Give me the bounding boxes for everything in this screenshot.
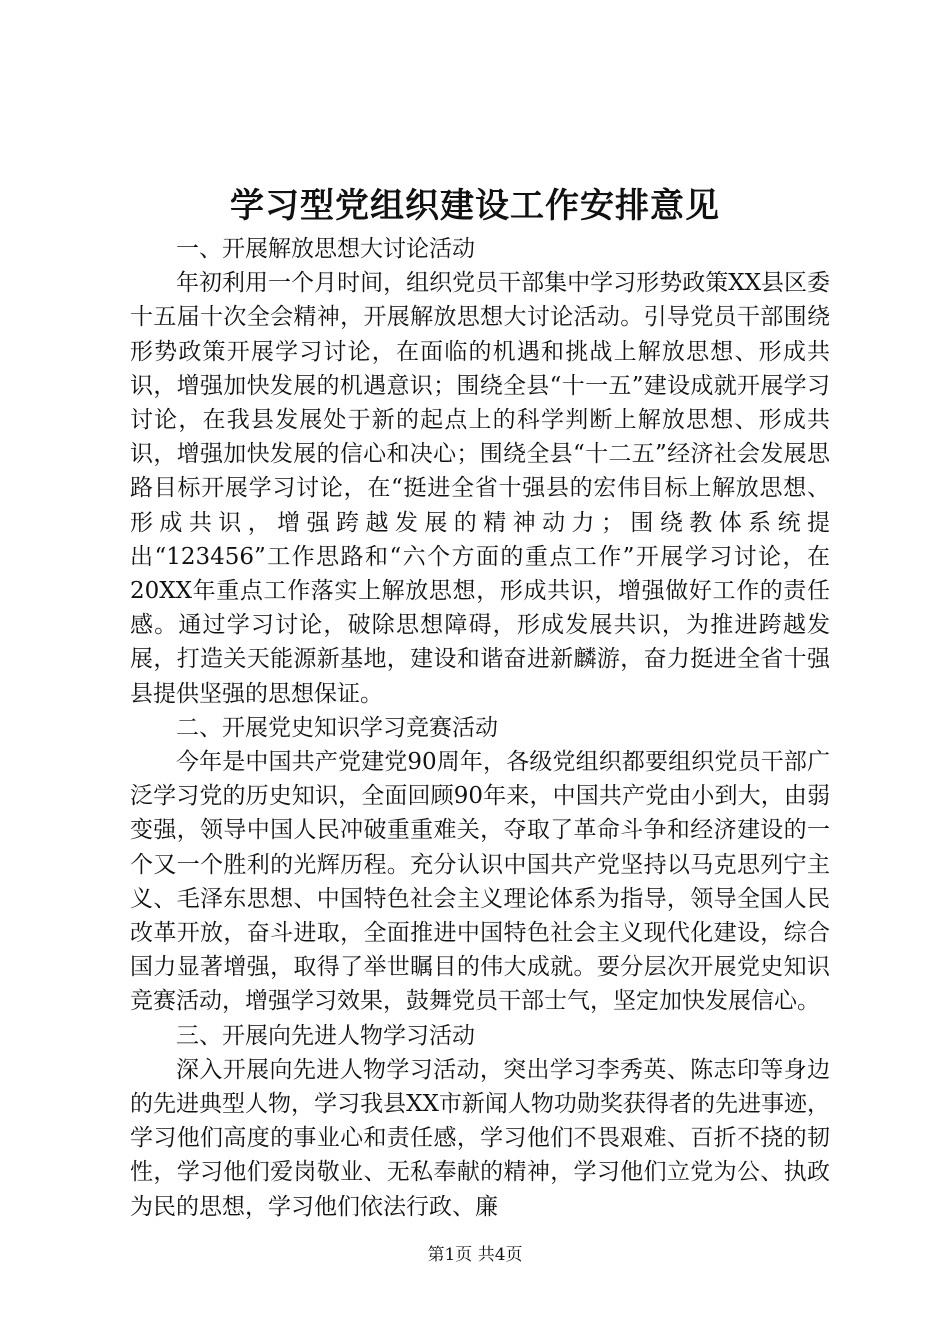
document-title: 学习型党组织建设工作安排意见 [230, 186, 720, 226]
paragraph-2: 今年是中国共产党建党90周年，各级党组织都要组织党员干部广泛学习党的历史知识，全面回顾90年来，中国共产党由小到大，由弱变强，领导中国人民冲破重重难关，夺取了革命斗争和经济建设的一个又一个胜利的光辉历程。充分认识中国共产党坚持以马克思列宁主义、毛泽东思想、中国特色社会主义理论体系为指导，领导全国人民改革开放，奋斗进取，全面推进中国特色社会主义现代化建设，综合国力显著增强，取得了举世瞩目的伟大成就。要分层次开展党史知识竞赛活动，增强学习效果，鼓舞党员干部士气，坚定加快发展信心。 [130, 749, 830, 1015]
section-heading-3: 三、开展向先进人物学习活动 [176, 1022, 475, 1049]
section-heading-2: 二、开展党史知识学习竞赛活动 [176, 714, 498, 741]
document-body [130, 232, 830, 1224]
page-footer: 第1页 共4页 [427, 1245, 523, 1265]
paragraph-3: 深入开展向先进人物学习活动，突出学习李秀英、陈志印等身边的先进典型人物，学习我县XX市新闻人物功勋奖获得者的先进事迹，学习他们高度的事业心和责任感，学习他们不畏艰难、百折不挠的韧性，学习他们爱岗敬业、无私奉献的精神，学习他们立党为公、执政为民的思想，学习他们依法行政、廉 [130, 1056, 830, 1220]
section-heading-1: 一、开展解放思想大讨论活动 [176, 236, 475, 262]
paragraph-1: 年初利用一个月时间，组织党员干部集中学习形势政策XX县区委十五届十次全会精神，开展解放思想大讨论活动。引导党员干部围绕形势政策开展学习讨论，在面临的机遇和挑战上解放思想、形成共识，增强加快发展的机遇意识；围绕全县“十一五”建设成就开展学习讨论，在我县发展处于新的起点上的科学判断上解放思想、形成共识，增强加快发展的信心和决心；围绕全县“十二五”经济社会发展思路目标开展学习讨论，在“挺进全省十强县的宏伟目标上解放思想、形成共识，增强跨越发展的精神动力；围绕教体系统提出“123456”工作思路和“六个方面的重点工作”开展学习讨论，在20XX年重点工作落实上解放思想，形成共识，增强做好工作的责任感。通过学习讨论，破除思想障碍，形成发展共识，为推进跨越发展，打造关天能源新基地，建设和谐奋进新麟游，奋力挺进全省十强县提供坚强的思想保证。 [130, 270, 830, 707]
